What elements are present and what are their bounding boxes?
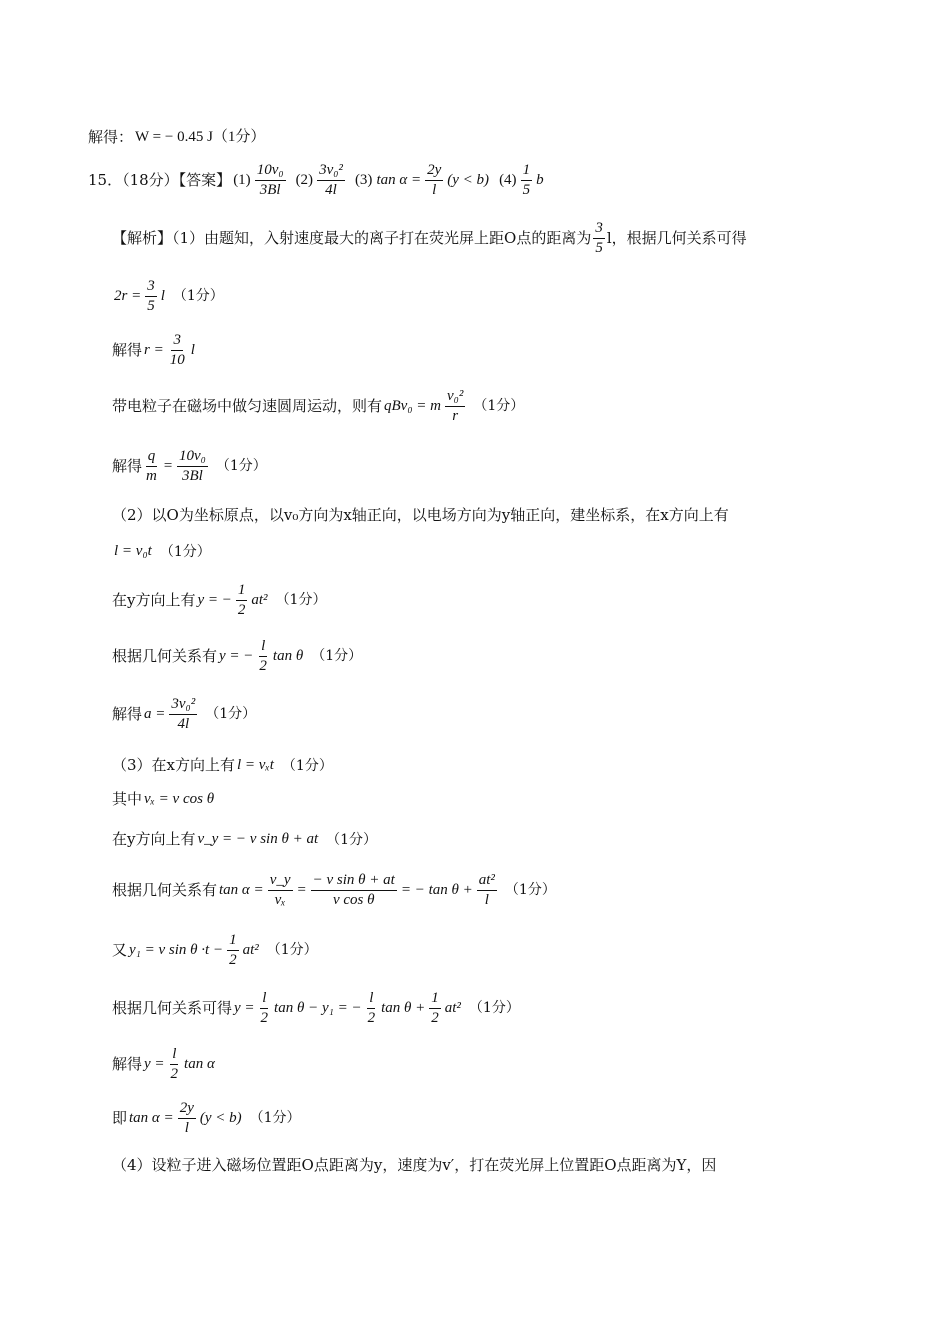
answer-3-fraction <box>425 162 443 198</box>
numerator: 10v₀ <box>177 448 208 467</box>
numerator: v_y <box>268 872 293 891</box>
fraction-vy-vx <box>268 872 293 908</box>
fraction <box>169 1046 181 1082</box>
math-expr: l = v₀t <box>114 543 152 559</box>
line-eq-y1 <box>112 932 318 968</box>
denominator: 10 <box>169 351 185 368</box>
line-eq-l <box>112 544 211 559</box>
line-eq-a <box>112 696 256 732</box>
label-text: 根据几何关系有 <box>112 646 218 665</box>
denominator: 2 <box>260 1009 269 1026</box>
fraction <box>236 582 248 618</box>
score-label: （1分） <box>205 706 257 722</box>
label-text: 解得 <box>112 456 143 475</box>
math-eq: = <box>296 881 307 898</box>
numerator: 2y <box>425 162 443 181</box>
math-post: at² <box>444 999 461 1016</box>
numerator: 3 <box>171 332 183 351</box>
math-lhs: y = <box>234 999 255 1016</box>
label-text: 解得： <box>88 128 134 146</box>
line-part-4-intro <box>112 1158 716 1173</box>
fraction <box>445 388 465 424</box>
denominator: 2 <box>431 1009 439 1026</box>
denominator: 2 <box>367 1009 376 1026</box>
math-lhs: a = <box>144 705 166 722</box>
denominator: m <box>146 467 157 484</box>
numerator: l <box>260 990 268 1009</box>
score-label: （1分） <box>172 288 224 304</box>
analysis-text: （2）以O为坐标原点，以v₀方向为x轴正向，以电场方向为y轴正向，建坐标系，在x方向上有 <box>112 506 729 524</box>
numerator: 1 <box>227 932 239 951</box>
numerator: 1 <box>236 582 248 601</box>
numerator: l <box>170 1046 178 1065</box>
line-eq-tan-result <box>112 1100 301 1136</box>
math-mid-2: tan θ + <box>381 999 426 1016</box>
label-text: 在y方向上有 <box>112 830 196 848</box>
label-text: 其中 <box>112 790 143 808</box>
numerator: 2y <box>178 1100 196 1119</box>
analysis-text: 【解析】（1）由题知，入射速度最大的离子打在荧光屏上距O点的距离为 <box>112 228 592 247</box>
math-lhs: tan α = <box>129 1109 174 1126</box>
line-part-2-intro <box>112 508 729 523</box>
fraction <box>168 332 187 368</box>
math-post: l <box>190 341 195 358</box>
answer-4-prefix: (4) <box>499 171 517 188</box>
answer-3-lhs: tan α = <box>376 171 422 188</box>
denominator: l <box>184 1119 189 1136</box>
label-text: 在y方向上有 <box>112 590 196 609</box>
score-label: （1分） <box>249 1110 301 1126</box>
math-lhs: y = − <box>219 647 254 664</box>
answer-2-fraction <box>317 162 345 198</box>
line-eq-qm <box>112 448 267 484</box>
denominator: 3Bl <box>259 181 281 198</box>
numerator: 3v₀² <box>317 162 345 181</box>
math-expr: W = − 0.45 J（1分） <box>135 129 266 145</box>
label-text: 即 <box>112 1108 128 1127</box>
fraction-2 <box>366 990 378 1026</box>
math-post: tan θ <box>272 647 304 664</box>
line-eq-vx <box>112 792 216 807</box>
answer-1-prefix: (1) <box>233 171 251 188</box>
label-text: 根据几何关系有 <box>112 880 218 899</box>
label-text: 解得 <box>112 704 143 723</box>
label-text: （3）在x方向上有 <box>112 756 236 774</box>
denominator: vₓ <box>274 891 286 908</box>
denominator: 2 <box>170 1065 179 1082</box>
score-label: （1分） <box>215 458 267 474</box>
denominator: l <box>432 181 437 198</box>
label-text: 解得 <box>112 1054 143 1073</box>
answer-3-condition: (y < b) <box>447 171 490 188</box>
denominator: 4l <box>325 181 337 198</box>
fraction-q-m <box>144 448 159 484</box>
numerator: v₀² <box>445 388 465 407</box>
math-lhs: qBv₀ = m <box>384 397 442 414</box>
fraction <box>593 220 605 256</box>
numerator: 3 <box>593 220 605 239</box>
fraction <box>257 638 269 674</box>
denominator: v cos θ <box>332 891 375 908</box>
denominator: 4l <box>177 715 190 732</box>
line-eq-y-geom <box>112 638 362 674</box>
score-label: （1分） <box>311 648 363 664</box>
math-post: at² <box>242 941 259 958</box>
line-eq-vy <box>112 832 377 847</box>
score-label: （1分） <box>473 398 525 414</box>
math-mid-1: tan θ − y₁ = − <box>274 999 362 1016</box>
answer-4-post: b <box>536 171 544 188</box>
math-post: at² <box>251 591 268 608</box>
math-expr: v_y = − v sin θ + at <box>197 831 319 847</box>
denominator: r <box>452 407 459 424</box>
line-eq-r <box>112 332 197 368</box>
math-expr: vₓ = v cos θ <box>144 791 215 807</box>
fraction <box>227 932 239 968</box>
label-text: 又 <box>112 940 128 959</box>
numerator: 1 <box>521 162 533 181</box>
denominator: 5 <box>595 239 603 256</box>
numerator: l <box>367 990 375 1009</box>
fraction-3 <box>429 990 441 1026</box>
numerator: 3v₀² <box>169 696 197 715</box>
math-mid: = − tan θ + <box>400 881 473 898</box>
denominator: 5 <box>522 181 531 198</box>
math-post: l <box>160 287 165 304</box>
numerator: 1 <box>429 990 441 1009</box>
line-part-3-x <box>112 758 333 773</box>
denominator: 2 <box>229 951 237 968</box>
fraction <box>145 278 157 314</box>
score-label: （1分） <box>326 831 378 848</box>
math-lhs: 2r = <box>114 287 142 304</box>
math-post: (y < b) <box>199 1109 242 1126</box>
numerator: 3 <box>145 278 157 297</box>
denominator: l <box>484 891 489 908</box>
answer-1-fraction <box>255 162 286 198</box>
math-lhs: y₁ = v sin θ ·t − <box>129 941 224 958</box>
numerator: 10v₀ <box>255 162 286 181</box>
math-lhs: tan α = <box>219 881 264 898</box>
line-analysis-1 <box>112 220 747 256</box>
answer-4-fraction <box>521 162 533 198</box>
denominator: 3Bl <box>182 467 203 484</box>
label-text: 解得 <box>112 340 143 359</box>
line-eq-y <box>112 582 326 618</box>
fraction-1 <box>259 990 271 1026</box>
line-eq-y-combined <box>112 990 520 1026</box>
numerator: at² <box>477 872 497 891</box>
fraction <box>178 1100 196 1136</box>
line-eq-qbv <box>112 388 524 424</box>
score-label: （1分） <box>504 882 556 898</box>
numerator: q <box>146 448 158 467</box>
math-lhs: r = <box>144 341 164 358</box>
fraction-result <box>177 448 208 484</box>
label-text: 带电粒子在磁场中做匀速圆周运动，则有 <box>112 396 383 415</box>
score-label: （1分） <box>159 543 211 560</box>
score-label: （1分） <box>275 592 327 608</box>
question-header: 15．（18分）【答案】 <box>88 170 232 189</box>
math-expr: l = vₓt <box>237 757 274 773</box>
denominator: 2 <box>237 601 246 618</box>
math-lhs: y = <box>144 1055 165 1072</box>
answer-2-prefix: (2) <box>295 171 314 188</box>
fraction <box>169 696 197 732</box>
math-eq: = <box>162 457 173 474</box>
line-answer-15 <box>88 162 546 198</box>
denominator: 2 <box>259 657 267 674</box>
analysis-post: l，根据几何关系可得 <box>606 228 747 247</box>
analysis-text: （4）设粒子进入磁场位置距O点距离为y，速度为v′，打在荧光屏上位置距O点距离为Y，因 <box>112 1156 717 1174</box>
numerator: − v sin θ + at <box>311 872 397 891</box>
fraction-velocity <box>311 872 397 908</box>
label-text: 根据几何关系可得 <box>112 998 233 1017</box>
fraction-at2-l <box>477 872 497 908</box>
denominator: 5 <box>147 297 155 314</box>
score-label: （1分） <box>468 1000 520 1016</box>
line-eq-2r <box>112 278 224 314</box>
numerator: l <box>259 638 267 657</box>
line-eq-y-result <box>112 1046 217 1082</box>
score-label: （1分） <box>281 757 333 774</box>
score-label: （1分） <box>266 942 318 958</box>
answer-3-prefix: (3) <box>354 171 373 188</box>
line-eq-tan-alpha <box>112 872 556 908</box>
math-lhs: y = − <box>197 591 232 608</box>
math-post: tan α <box>184 1055 215 1072</box>
line-solution-w <box>88 130 267 145</box>
